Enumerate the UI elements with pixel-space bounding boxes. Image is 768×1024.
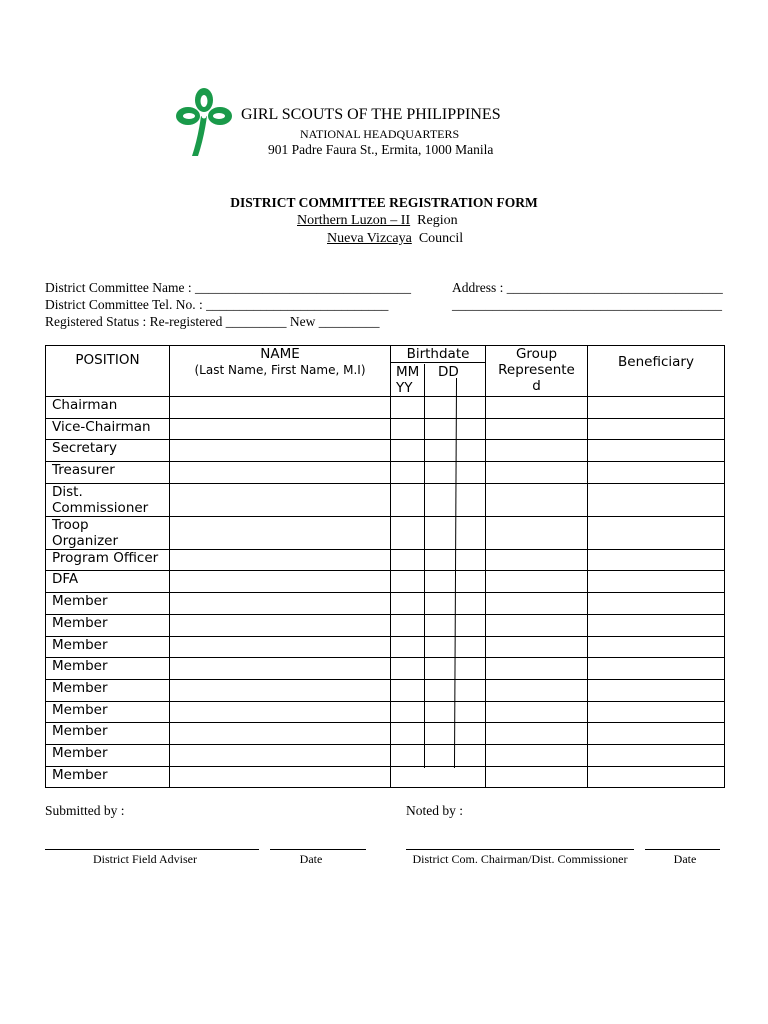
- chairman-label: District Com. Chairman/Dist. Commissioner: [412, 852, 628, 866]
- beneficiary-cell[interactable]: [588, 593, 725, 615]
- birthdate-cell[interactable]: [391, 571, 486, 593]
- name-cell[interactable]: [170, 549, 391, 571]
- council-label: Council: [418, 231, 464, 246]
- region-value: Northern Luzon – II: [297, 213, 411, 228]
- name-cell[interactable]: [170, 571, 391, 593]
- birthdate-cell[interactable]: [391, 614, 486, 636]
- table-row: [46, 440, 725, 462]
- name-header-title: NAME: [260, 346, 300, 362]
- registration-table: [45, 345, 725, 788]
- birthdate-cell[interactable]: [391, 440, 486, 462]
- beneficiary-cell[interactable]: [588, 766, 725, 788]
- group-header-line1: Group: [515, 346, 558, 362]
- name-cell[interactable]: [170, 679, 391, 701]
- committee-tel-field[interactable]: District Committee Tel. No. : ___________________________: [45, 297, 389, 312]
- beneficiary-cell[interactable]: [588, 462, 725, 484]
- beneficiary-cell[interactable]: [588, 483, 725, 516]
- name-cell[interactable]: [170, 723, 391, 745]
- submitted-date-line[interactable]: [270, 849, 366, 850]
- name-cell[interactable]: [170, 766, 391, 788]
- group-cell[interactable]: [486, 766, 588, 788]
- table-row: [46, 723, 725, 745]
- name-cell[interactable]: [170, 614, 391, 636]
- position-cell: Member: [46, 679, 170, 701]
- position-cell: Secretary: [46, 440, 170, 462]
- position-header: POSITION: [46, 346, 170, 397]
- position-cell: Member: [46, 593, 170, 615]
- table-row: [46, 658, 725, 680]
- group-cell[interactable]: [486, 744, 588, 766]
- beneficiary-cell[interactable]: [588, 744, 725, 766]
- submitted-date-label: Date: [299, 852, 323, 866]
- mm-label: MM: [396, 364, 420, 380]
- beneficiary-cell[interactable]: [588, 418, 725, 440]
- position-cell: Troop Organizer: [46, 516, 170, 549]
- birthdate-header: [391, 346, 486, 397]
- table-row: [46, 593, 725, 615]
- name-cell[interactable]: [170, 397, 391, 419]
- name-header-subtitle: (Last Name, First Name, M.I): [194, 363, 366, 377]
- name-cell[interactable]: [170, 418, 391, 440]
- field-adviser-label: District Field Adviser: [93, 852, 197, 866]
- beneficiary-cell[interactable]: [588, 440, 725, 462]
- birthdate-cell[interactable]: [391, 593, 486, 615]
- position-cell: Member: [46, 744, 170, 766]
- beneficiary-cell[interactable]: [588, 701, 725, 723]
- name-cell[interactable]: [170, 658, 391, 680]
- group-cell[interactable]: [486, 614, 588, 636]
- table-row: [46, 516, 725, 549]
- group-cell[interactable]: [486, 571, 588, 593]
- group-cell[interactable]: [486, 593, 588, 615]
- birthdate-cell[interactable]: [391, 636, 486, 658]
- position-cell: Treasurer: [46, 462, 170, 484]
- birthdate-cell[interactable]: [391, 418, 486, 440]
- registered-status-field[interactable]: Registered Status : Re-registered _________ New _________: [45, 314, 380, 329]
- group-header-line2: Represente: [498, 362, 575, 378]
- birthdate-divider-1: [424, 364, 425, 768]
- region-label: Region: [417, 213, 458, 228]
- table-row: [46, 571, 725, 593]
- beneficiary-cell[interactable]: [588, 549, 725, 571]
- birthdate-cell[interactable]: [391, 766, 486, 788]
- org-name: GIRL SCOUTS OF THE PHILIPPINES: [241, 106, 501, 123]
- group-represented-header: [486, 346, 588, 397]
- table-header-row: [46, 346, 725, 397]
- address-field-line2[interactable]: ________________________________________: [452, 297, 722, 312]
- name-cell[interactable]: [170, 593, 391, 615]
- group-cell[interactable]: [486, 462, 588, 484]
- group-cell[interactable]: [486, 701, 588, 723]
- birthdate-title: Birthdate: [391, 346, 485, 363]
- position-cell: Member: [46, 701, 170, 723]
- name-cell[interactable]: [170, 516, 391, 549]
- birthdate-cell[interactable]: [391, 549, 486, 571]
- beneficiary-cell[interactable]: [588, 679, 725, 701]
- noted-date-label: Date: [673, 852, 697, 866]
- beneficiary-cell[interactable]: [588, 571, 725, 593]
- name-cell[interactable]: [170, 483, 391, 516]
- beneficiary-cell[interactable]: [588, 614, 725, 636]
- position-cell: Program Officer: [46, 549, 170, 571]
- chairman-signature-line[interactable]: [406, 849, 634, 850]
- birthdate-cell[interactable]: [391, 516, 486, 549]
- beneficiary-header: Beneficiary: [588, 346, 725, 397]
- birthdate-subheader: [391, 363, 485, 395]
- name-cell[interactable]: [170, 440, 391, 462]
- group-cell[interactable]: [486, 723, 588, 745]
- girl-scouts-trefoil-logo: [174, 86, 234, 158]
- table-row: [46, 679, 725, 701]
- table-row: [46, 418, 725, 440]
- position-cell: Member: [46, 636, 170, 658]
- birthdate-cell[interactable]: [391, 462, 486, 484]
- name-cell[interactable]: [170, 701, 391, 723]
- form-title: DISTRICT COMMITTEE REGISTRATION FORM: [230, 195, 538, 210]
- beneficiary-cell[interactable]: [588, 636, 725, 658]
- position-cell: Member: [46, 614, 170, 636]
- group-cell[interactable]: [486, 516, 588, 549]
- field-adviser-signature-line[interactable]: [45, 849, 259, 850]
- noted-date-line[interactable]: [645, 849, 720, 850]
- table-row: [46, 636, 725, 658]
- group-cell[interactable]: [486, 418, 588, 440]
- group-cell[interactable]: [486, 658, 588, 680]
- beneficiary-cell[interactable]: [588, 516, 725, 549]
- group-cell[interactable]: [486, 397, 588, 419]
- group-cell[interactable]: [486, 483, 588, 516]
- birthdate-cell[interactable]: [391, 723, 486, 745]
- position-cell: Member: [46, 723, 170, 745]
- yy-label: YY: [396, 380, 413, 396]
- region-line: [297, 213, 458, 229]
- council-value: Nueva Vizcaya: [327, 231, 412, 246]
- hq-address: 901 Padre Faura St., Ermita, 1000 Manila: [268, 142, 494, 157]
- table-row: [46, 614, 725, 636]
- name-cell[interactable]: [170, 636, 391, 658]
- committee-name-field[interactable]: District Committee Name : ________________________________: [45, 280, 411, 295]
- birthdate-cell[interactable]: [391, 483, 486, 516]
- position-cell: DFA: [46, 571, 170, 593]
- birthdate-cell[interactable]: [391, 701, 486, 723]
- position-cell: Chairman: [46, 397, 170, 419]
- beneficiary-cell[interactable]: [588, 397, 725, 419]
- position-cell: Member: [46, 658, 170, 680]
- table-row: [46, 397, 725, 419]
- table-row: [46, 483, 725, 516]
- address-field[interactable]: Address : ________________________________: [452, 280, 723, 295]
- group-cell[interactable]: [486, 636, 588, 658]
- beneficiary-cell[interactable]: [588, 723, 725, 745]
- group-cell[interactable]: [486, 549, 588, 571]
- group-cell[interactable]: [486, 440, 588, 462]
- birthdate-cell[interactable]: [391, 744, 486, 766]
- name-cell[interactable]: [170, 462, 391, 484]
- group-cell[interactable]: [486, 679, 588, 701]
- birthdate-cell[interactable]: [391, 679, 486, 701]
- birthdate-cell[interactable]: [391, 397, 486, 419]
- name-header: [170, 346, 391, 397]
- group-header-line3: d: [532, 378, 541, 394]
- position-cell: Dist. Commissioner: [46, 483, 170, 516]
- table-row: [46, 549, 725, 571]
- beneficiary-cell[interactable]: [588, 658, 725, 680]
- submitted-by-label: Submitted by :: [45, 803, 125, 818]
- dd-label: DD: [438, 364, 459, 380]
- council-line: [327, 231, 463, 247]
- table-row: [46, 462, 725, 484]
- position-cell: Member: [46, 766, 170, 788]
- headquarters-label: NATIONAL HEADQUARTERS: [300, 127, 460, 141]
- table-row: [46, 744, 725, 766]
- birthdate-cell[interactable]: [391, 658, 486, 680]
- position-cell: Vice-Chairman: [46, 418, 170, 440]
- table-row: [46, 766, 725, 788]
- name-cell[interactable]: [170, 744, 391, 766]
- noted-by-label: Noted by :: [406, 803, 463, 818]
- table-row: [46, 701, 725, 723]
